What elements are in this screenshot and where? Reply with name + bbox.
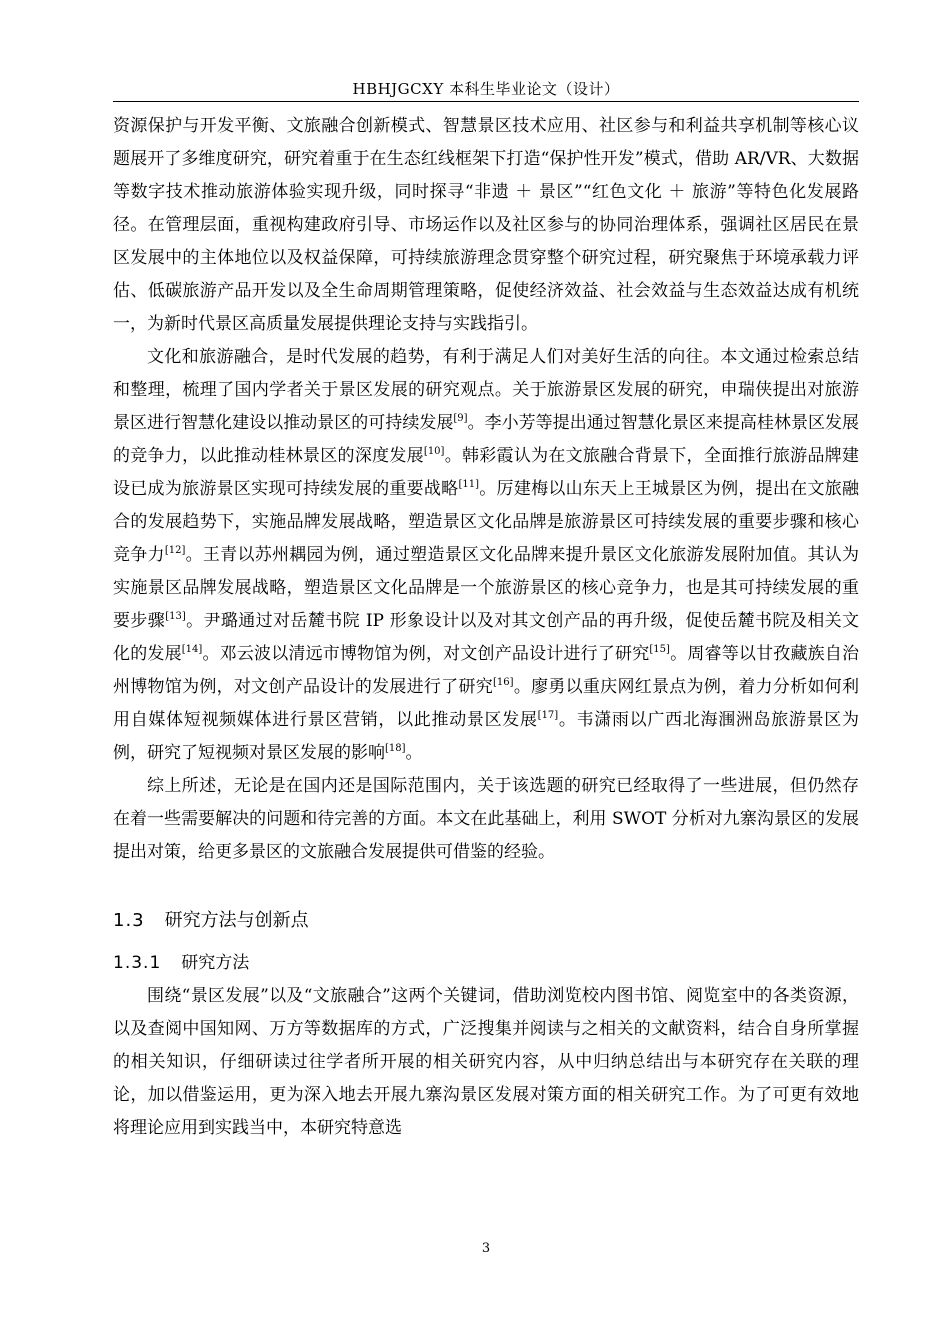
paragraph-4: 围绕“景区发展”以及“文旅融合”这两个关键词，借助浏览校内图书馆、阅览室中的各类资源，以及查阅中国知网、万方等数据库的方式，广泛搜集并阅读与之相关的文献资料，结合自身所掌握的相关知识，仔细研读过往学者所开展的相关研究内容，从中归纳总结出与本研究存在关联的理论，加以借鉴运用，更为深入地去开展九寨沟景区发展对策方面的相关研究工作。为了可更有效地将理论应用到实践当中，本研究特意选 xyxy=(113,986,859,1138)
paragraph-3: 综上所述，无论是在国内还是国际范围内，关于该选题的研究已经取得了一些进展，但仍然存在着一些需要解决的问题和待完善的方面。本文在此基础上，利用 SWOT 分析对九寨沟景区的发展提出对策，给更多景区的文旅融合发展提供可借鉴的经验。 xyxy=(113,776,859,862)
section-title: 研究方法与创新点 xyxy=(164,910,309,931)
text-segment: 。厉建梅以山东天上王城景区为例，提出在文旅融合的发展趋势下，实施品牌发展战略，塑造景区文化品牌是旅游景区可持续发展的重要步骤和核心竞争力 xyxy=(113,479,860,565)
page-content xyxy=(113,110,859,1145)
citation: [17] xyxy=(537,710,559,721)
citation: [16] xyxy=(493,677,514,688)
text-segment: 。王青以苏州耦园为例，通过塑造景区文化品牌来提升景区文化旅游发展附加值。其认为实施景区品牌发展战略，塑造景区文化品牌是一个旅游景区的核心竞争力，也是其可持续发展的重要步骤 xyxy=(113,545,860,631)
text-segment: 。 xyxy=(405,743,423,763)
section-heading-1-3 xyxy=(113,906,859,936)
text-segment: 。周睿等以甘孜藏族自治州博物馆为例，对文创产品设计的发展进行了研究 xyxy=(113,644,860,697)
citation: [12] xyxy=(164,545,186,556)
citation: [18] xyxy=(385,743,406,754)
text-segment: 。韦潇雨以广西北海涠洲岛旅游景区为例，研究了短视频对景区发展的影响 xyxy=(113,710,860,763)
text-segment: 。韩彩霞认为在文旅融合背景下，全面推行旅游品牌建设已成为旅游景区实现可持续发展的重要战略 xyxy=(113,446,860,499)
text-segment: 。李小芳等提出通过智慧化景区来提高桂林景区发展的竞争力，以此推动桂林景区的深度发展 xyxy=(113,413,860,466)
header-rule xyxy=(113,101,859,102)
citation: [10] xyxy=(423,446,445,457)
text-segment: 文化和旅游融合，是时代发展的趋势，有利于满足人们对美好生活的向往。本文通过检索总结和整理，梳理了国内学者关于景区发展的研究观点。关于旅游景区发展的研究，申瑞侠提出对旅游景区进行智慧化建设以推动景区的可持续发展 xyxy=(113,347,859,433)
citation: [9] xyxy=(453,413,468,424)
page-number: 3 xyxy=(481,1241,491,1256)
text-segment: 。尹璐通过对岳麓书院 IP 形象设计以及对其文创产品的再升级，促使岳麓书院及相关文化的发展 xyxy=(113,611,859,664)
citation: [14] xyxy=(181,644,203,655)
page-header: HBHJGCXY 本科生毕业论文（设计） xyxy=(352,80,620,98)
subsection-title: 研究方法 xyxy=(181,953,250,973)
paragraph-2 xyxy=(113,341,859,770)
subsection-number: 1.3.1 xyxy=(113,953,162,973)
citation: [11] xyxy=(458,479,479,490)
text-segment: 。邓云波以清远市博物馆为例，对文创产品设计进行了研究 xyxy=(202,644,650,664)
citation: [15] xyxy=(649,644,670,655)
text-segment: 。廖勇以重庆网红景点为例，着力分析如何利用自媒体短视频媒体进行景区营销，以此推动景区发展 xyxy=(113,677,860,730)
section-number: 1.3 xyxy=(113,910,145,931)
paragraph-1: 资源保护与开发平衡、文旅融合创新模式、智慧景区技术应用、社区参与和利益共享机制等核心议题展开了多维度研究，研究着重于在生态红线框架下打造“保护性开发”模式，借助 AR/VR、大数据等数字技术推动旅游体验实现升级，同时探寻“非遗 ＋ 景区”“红色文化 ＋ 旅游”等特色化发展路径。在管理层面，重视构建政府引导、市场运作以及社区参与的协同治理体系，强调社区居民在景区发展中的主体地位以及权益保障，可持续旅游理念贯穿整个研究过程，研究聚焦于环境承载力评估、低碳旅游产品开发以及全生命周期管理策略，促使经济效益、社会效益与生态效益达成有机统一，为新时代景区高质量发展提供理论支持与实践指引。 xyxy=(113,116,859,334)
subsection-heading-1-3-1 xyxy=(113,948,859,978)
citation: [13] xyxy=(165,611,186,622)
